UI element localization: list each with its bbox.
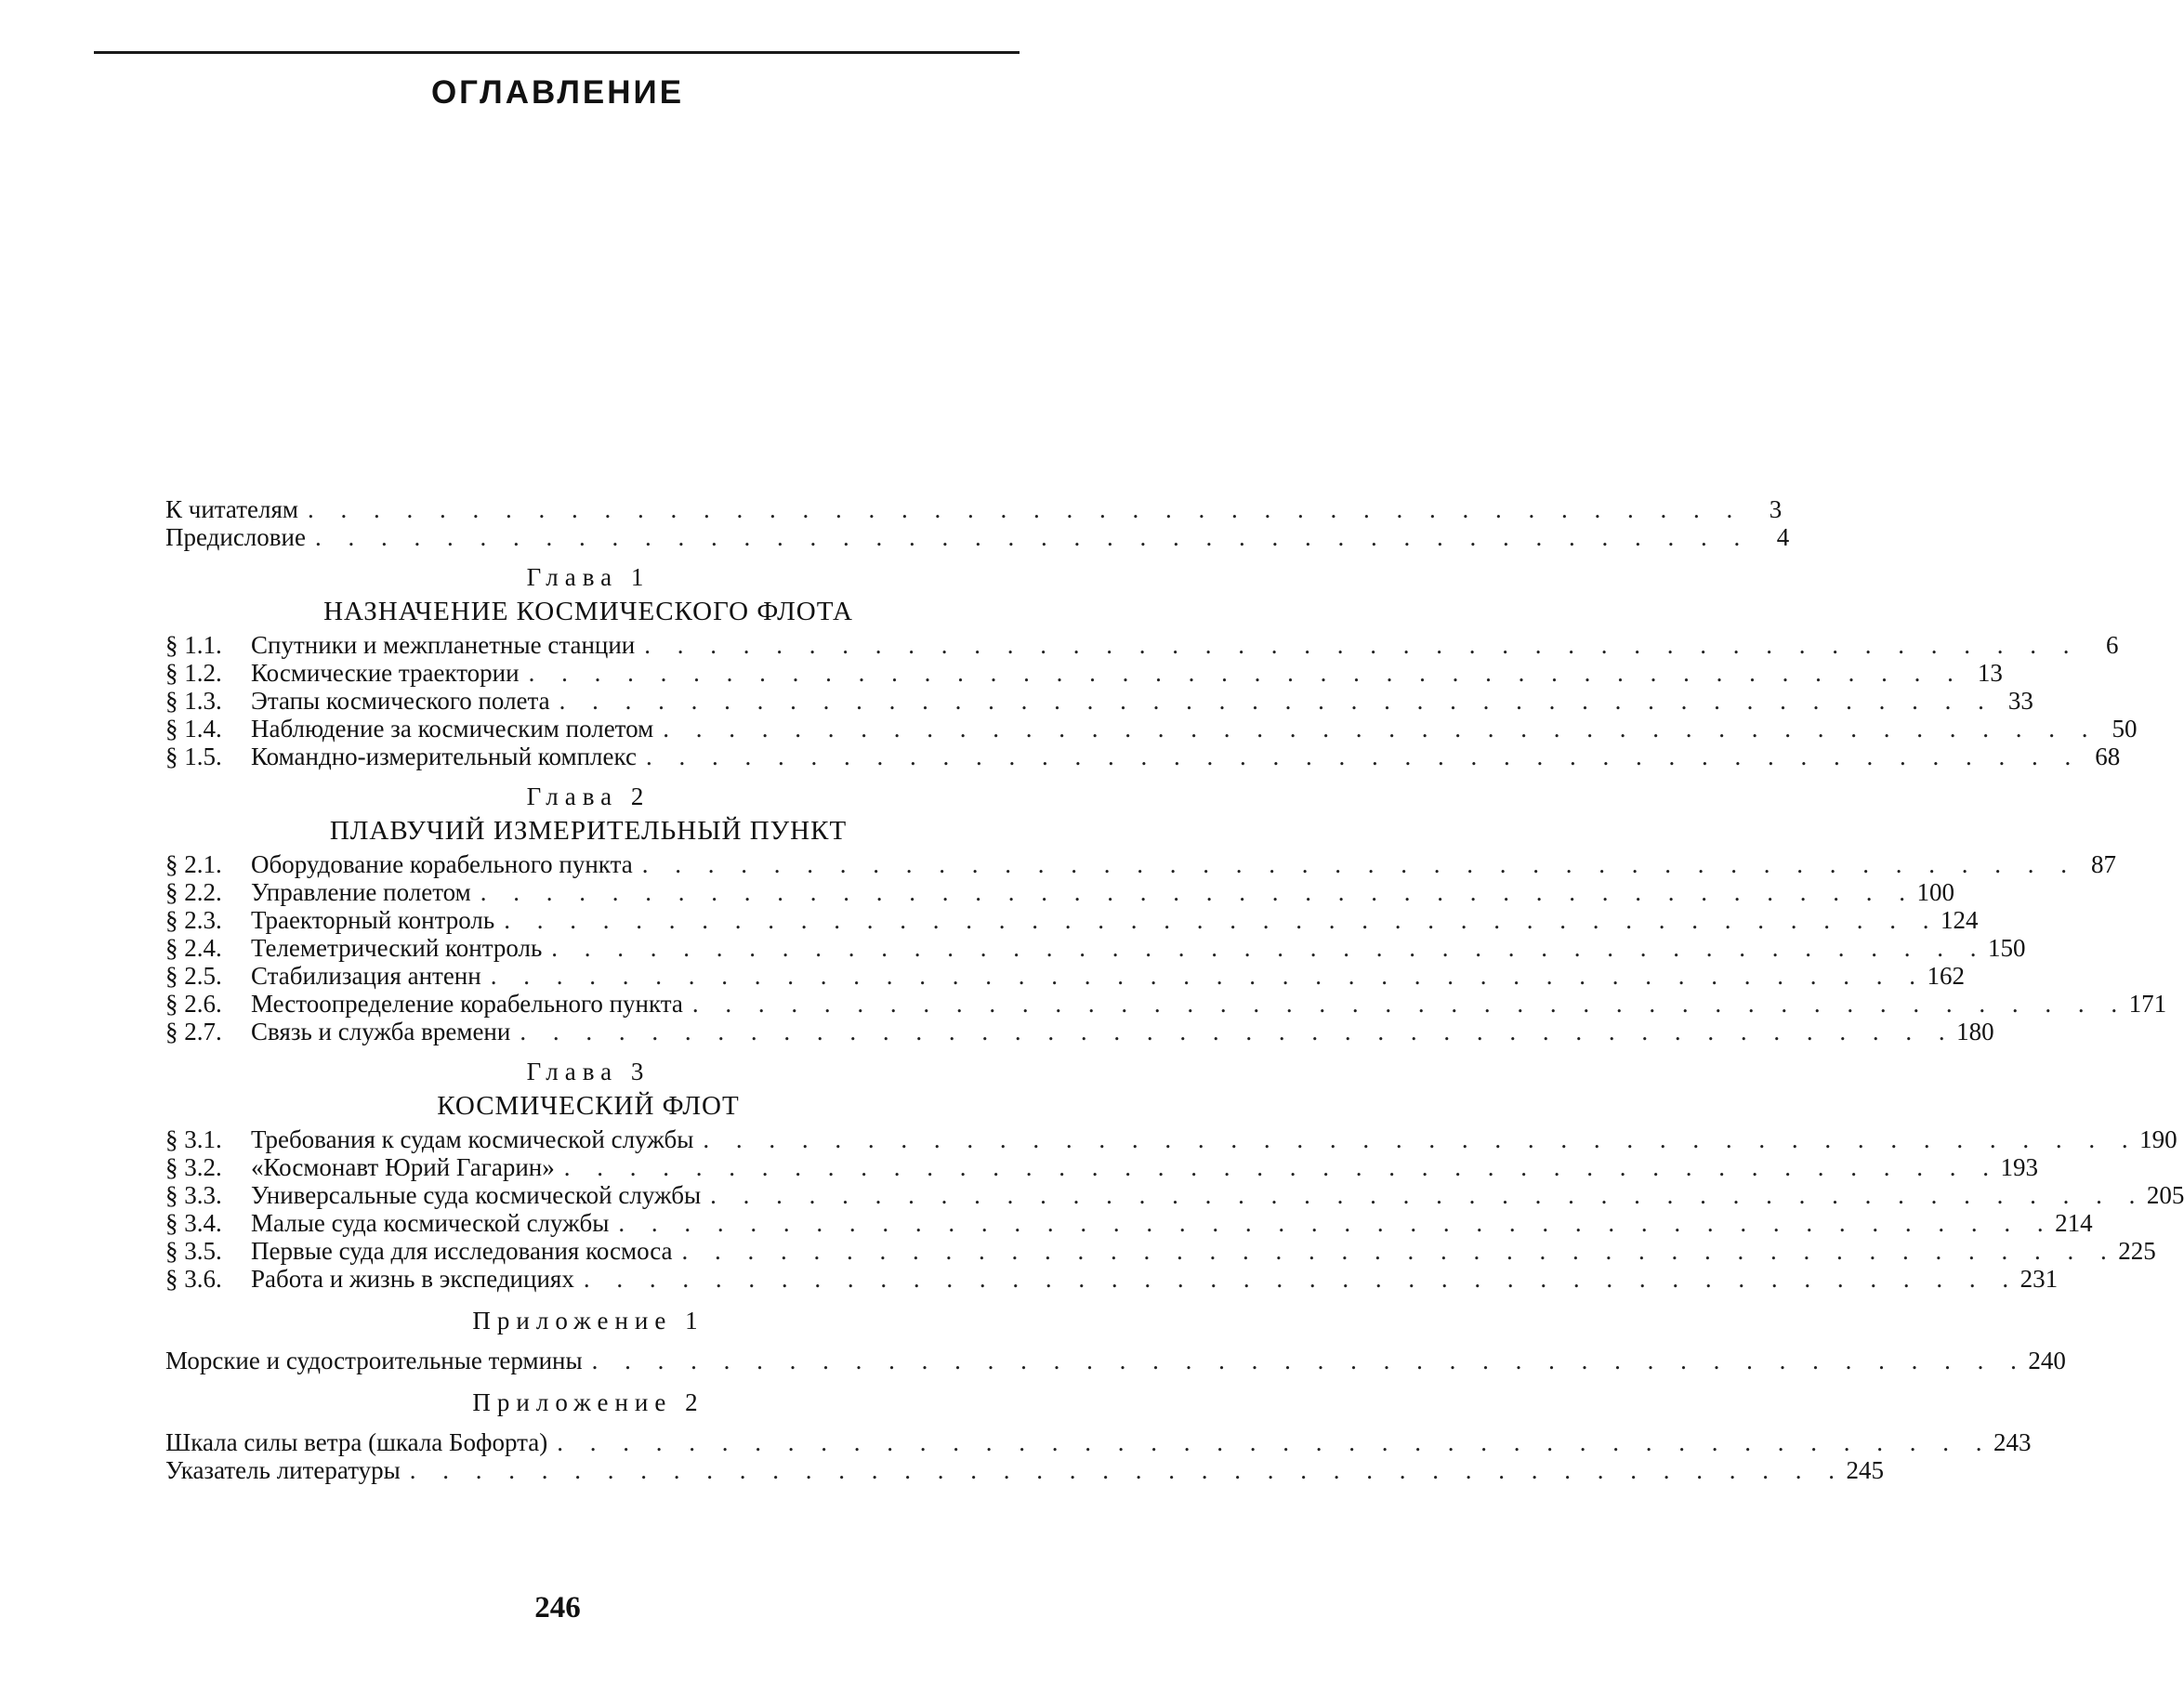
section-number: § 3.1. bbox=[165, 1125, 222, 1153]
appendix-entry-page: 243 bbox=[1993, 1428, 2032, 1456]
section-title: Траекторный контроль bbox=[251, 906, 495, 934]
dot-leader: . . . . . . . . . . . . . . . . . . . . . . . . . . . . . . . . . . . . . . . . . . . . bbox=[559, 687, 1994, 715]
dot-leader: . . . . . . . . . . . . . . . . . . . . . . . . . . . . . . . . . . . . . . . . . . . . bbox=[557, 1428, 1993, 1456]
toc-section-1-5[interactable] bbox=[165, 743, 2121, 770]
toc-entry-title: Предисловие bbox=[165, 523, 306, 551]
section-title: Телеметрический контроль bbox=[251, 934, 543, 962]
toc-section-1-2[interactable] bbox=[165, 659, 2003, 687]
section-number: § 2.6. bbox=[165, 990, 222, 1018]
dot-leader: . . . . . . . . . . . . . . . . . . . . . . . . . . . . . . . . . . . . . . . . . . . . bbox=[644, 631, 2080, 659]
appendix-1-heading: Приложение 1 bbox=[472, 1307, 704, 1335]
section-page: 13 bbox=[1977, 659, 2003, 687]
section-page: 150 bbox=[1988, 934, 2026, 962]
toc-section-2-7[interactable] bbox=[165, 1018, 1994, 1045]
appendix-entry-page: 245 bbox=[1846, 1456, 1885, 1484]
section-page: 100 bbox=[1916, 878, 1954, 906]
dot-leader: . . . . . . . . . . . . . . . . . . . . . . . . . . . . . . . . . . . . . . . . . . . . bbox=[645, 743, 2082, 770]
top-rule bbox=[94, 51, 1020, 54]
toc-section-3-6[interactable] bbox=[165, 1265, 2059, 1293]
dot-leader: . . . . . . . . . . . . . . . . . . . . . . . . . . . . . . . . . . . . . . . . . . . . bbox=[490, 962, 1926, 990]
section-title: Универсальные суда космической службы bbox=[251, 1181, 702, 1209]
section-page: 231 bbox=[2020, 1265, 2059, 1293]
toc-appendix-2-entry-2[interactable] bbox=[165, 1456, 1885, 1484]
toc-section-3-3[interactable] bbox=[165, 1181, 2184, 1209]
section-page: 6 bbox=[2106, 631, 2119, 659]
dot-leader: . . . . . . . . . . . . . . . . . . . . . . . . . . . . . . . . . . . . . . . . . . . . bbox=[551, 934, 1987, 962]
dot-leader: . . . . . . . . . . . . . . . . . . . . . . . . . . . . . . . . . . . . . . . . . . . . bbox=[409, 1456, 1846, 1484]
section-page: 193 bbox=[2000, 1153, 2038, 1181]
toc-section-3-4[interactable] bbox=[165, 1209, 2093, 1237]
toc-section-1-3[interactable] bbox=[165, 687, 2033, 715]
chapter-1-heading bbox=[165, 560, 1011, 629]
toc-section-2-6[interactable] bbox=[165, 990, 2167, 1018]
section-number: § 2.5. bbox=[165, 962, 222, 990]
section-title: Связь и служба времени bbox=[251, 1018, 511, 1045]
section-page: 190 bbox=[2139, 1125, 2177, 1153]
section-title: Малые суда космической службы bbox=[251, 1209, 610, 1237]
chapter-name: ПЛАВУЧИЙ ИЗМЕРИТЕЛЬНЫЙ ПУНКТ bbox=[329, 816, 848, 846]
section-page: 214 bbox=[2055, 1209, 2093, 1237]
section-page: 171 bbox=[2128, 990, 2167, 1018]
dot-leader: . . . . . . . . . . . . . . . . . . . . . . . . . . . . . . . . . . . . . . . . . . . . bbox=[528, 659, 1964, 687]
section-title: Требования к судам космической службы bbox=[251, 1125, 694, 1153]
dot-leader: . . . . . . . . . . . . . . . . . . . . . . . . . . . . . . . . . . . . . . . . . . . . bbox=[314, 523, 1751, 551]
section-title: «Космонавт Юрий Гагарин» bbox=[251, 1153, 555, 1181]
chapter-label: Глава 1 bbox=[526, 563, 651, 591]
section-title: Стабилизация антенн bbox=[251, 962, 481, 990]
dot-leader: . . . . . . . . . . . . . . . . . . . . . . . . . . . . . . . . . . . . . . . . . . . . bbox=[681, 1237, 2117, 1265]
section-title: Космические траектории bbox=[251, 659, 520, 687]
toc-section-3-1[interactable] bbox=[165, 1125, 2177, 1153]
dot-leader: . . . . . . . . . . . . . . . . . . . . . . . . . . . . . . . . . . . . . . . . . . . . bbox=[591, 1347, 2027, 1374]
section-title: Оборудование корабельного пункта bbox=[251, 850, 633, 878]
chapter-3-heading bbox=[165, 1055, 1011, 1124]
section-number: § 3.5. bbox=[165, 1237, 222, 1265]
section-title: Этапы космического полета bbox=[251, 687, 550, 715]
section-number: § 1.5. bbox=[165, 743, 222, 770]
page-heading: ОГЛАВЛЕНИЕ bbox=[430, 74, 685, 111]
section-number: § 1.1. bbox=[165, 631, 222, 659]
appendix-entry-title: Указатель литературы bbox=[165, 1456, 401, 1484]
section-title: Первые суда для исследования космоса bbox=[251, 1237, 673, 1265]
toc-section-3-2[interactable] bbox=[165, 1153, 2038, 1181]
toc-section-2-1[interactable] bbox=[165, 850, 2116, 878]
chapter-2-heading bbox=[165, 780, 1011, 848]
toc-entry-page: 4 bbox=[1776, 523, 1790, 551]
appendix-entry-title: Шкала силы ветра (шкала Бофорта) bbox=[165, 1428, 548, 1456]
toc-section-2-4[interactable] bbox=[165, 934, 2026, 962]
dot-leader: . . . . . . . . . . . . . . . . . . . . . . . . . . . . . . . . . . . . . . . . . . . . bbox=[504, 906, 1940, 934]
section-title: Работа и жизнь в экспедициях bbox=[251, 1265, 574, 1293]
dot-leader: . . . . . . . . . . . . . . . . . . . . . . . . . . . . . . . . . . . . . . . . . . . . bbox=[710, 1181, 2146, 1209]
dot-leader: . . . . . . . . . . . . . . . . . . . . . . . . . . . . . . . . . . . . . . . . . . . . bbox=[307, 495, 1743, 523]
appendix-2-heading: Приложение 2 bbox=[472, 1388, 704, 1416]
section-page: 50 bbox=[2112, 715, 2138, 743]
toc-entry-title: К читателям bbox=[165, 495, 298, 523]
table-of-contents bbox=[165, 495, 2184, 1484]
section-page: 68 bbox=[2095, 743, 2121, 770]
section-number: § 2.7. bbox=[165, 1018, 222, 1045]
dot-leader: . . . . . . . . . . . . . . . . . . . . . . . . . . . . . . . . . . . . . . . . . . . . bbox=[480, 878, 1915, 906]
appendix-entry-title: Морские и судостроительные термины bbox=[165, 1347, 583, 1374]
section-number: § 1.2. bbox=[165, 659, 222, 687]
section-title: Командно-измерительный комплекс bbox=[251, 743, 637, 770]
chapter-name: КОСМИЧЕСКИЙ ФЛОТ bbox=[437, 1091, 740, 1121]
section-page: 87 bbox=[2090, 850, 2116, 878]
section-page: 162 bbox=[1927, 962, 1965, 990]
section-page: 225 bbox=[2118, 1237, 2156, 1265]
section-page: 124 bbox=[1940, 906, 1979, 934]
section-number: § 2.1. bbox=[165, 850, 222, 878]
section-title: Местоопределение корабельного пункта bbox=[251, 990, 683, 1018]
chapter-label: Глава 2 bbox=[526, 782, 651, 810]
section-title: Управление полетом bbox=[251, 878, 471, 906]
section-number: § 2.4. bbox=[165, 934, 222, 962]
section-number: § 3.4. bbox=[165, 1209, 222, 1237]
toc-appendix-1-entry[interactable] bbox=[165, 1347, 2066, 1374]
toc-section-1-1[interactable] bbox=[165, 631, 2119, 659]
dot-leader: . . . . . . . . . . . . . . . . . . . . . . . . . . . . . . . . . . . . . . . . . . . . bbox=[703, 1125, 2138, 1153]
toc-entry-preface[interactable] bbox=[165, 523, 1790, 551]
section-number: § 1.4. bbox=[165, 715, 222, 743]
section-number: § 3.6. bbox=[165, 1265, 222, 1293]
toc-entry-page: 3 bbox=[1769, 495, 1783, 523]
toc-section-2-3[interactable] bbox=[165, 906, 1979, 934]
chapter-label: Глава 3 bbox=[526, 1058, 651, 1085]
section-title: Наблюдение за космическим полетом bbox=[251, 715, 654, 743]
section-number: § 3.2. bbox=[165, 1153, 222, 1181]
section-number: § 2.3. bbox=[165, 906, 222, 934]
section-page: 205 bbox=[2146, 1181, 2184, 1209]
dot-leader: . . . . . . . . . . . . . . . . . . . . . . . . . . . . . . . . . . . . . . . . . . . . bbox=[520, 1018, 1955, 1045]
toc-appendix-2-entry-1[interactable] bbox=[165, 1428, 2032, 1456]
toc-section-2-2[interactable] bbox=[165, 878, 1954, 906]
toc-section-3-5[interactable] bbox=[165, 1237, 2156, 1265]
section-number: § 1.3. bbox=[165, 687, 222, 715]
dot-leader: . . . . . . . . . . . . . . . . . . . . . . . . . . . . . . . . . . . . . . . . . . . . bbox=[691, 990, 2128, 1018]
page-number: 246 bbox=[534, 1591, 581, 1624]
section-number: § 3.3. bbox=[165, 1181, 222, 1209]
toc-section-2-5[interactable] bbox=[165, 962, 1965, 990]
dot-leader: . . . . . . . . . . . . . . . . . . . . . . . . . . . . . . . . . . . . . . . . . . . . bbox=[641, 850, 2077, 878]
dot-leader: . . . . . . . . . . . . . . . . . . . . . . . . . . . . . . . . . . . . . . . . . . . . bbox=[563, 1153, 1999, 1181]
dot-leader: . . . . . . . . . . . . . . . . . . . . . . . . . . . . . . . . . . . . . . . . . . . . bbox=[663, 715, 2098, 743]
dot-leader: . . . . . . . . . . . . . . . . . . . . . . . . . . . . . . . . . . . . . . . . . . . . bbox=[618, 1209, 2054, 1237]
appendix-entry-page: 240 bbox=[2028, 1347, 2066, 1374]
chapter-name: НАЗНАЧЕНИЕ КОСМИЧЕСКОГО ФЛОТА bbox=[323, 597, 853, 626]
dot-leader: . . . . . . . . . . . . . . . . . . . . . . . . . . . . . . . . . . . . . . . . . . . . bbox=[583, 1265, 2020, 1293]
section-number: § 2.2. bbox=[165, 878, 222, 906]
toc-section-1-4[interactable] bbox=[165, 715, 2138, 743]
toc-entry-to-readers[interactable] bbox=[165, 495, 1783, 523]
section-page: 180 bbox=[1956, 1018, 1994, 1045]
section-title: Спутники и межпланетные станции bbox=[251, 631, 636, 659]
section-page: 33 bbox=[2007, 687, 2033, 715]
